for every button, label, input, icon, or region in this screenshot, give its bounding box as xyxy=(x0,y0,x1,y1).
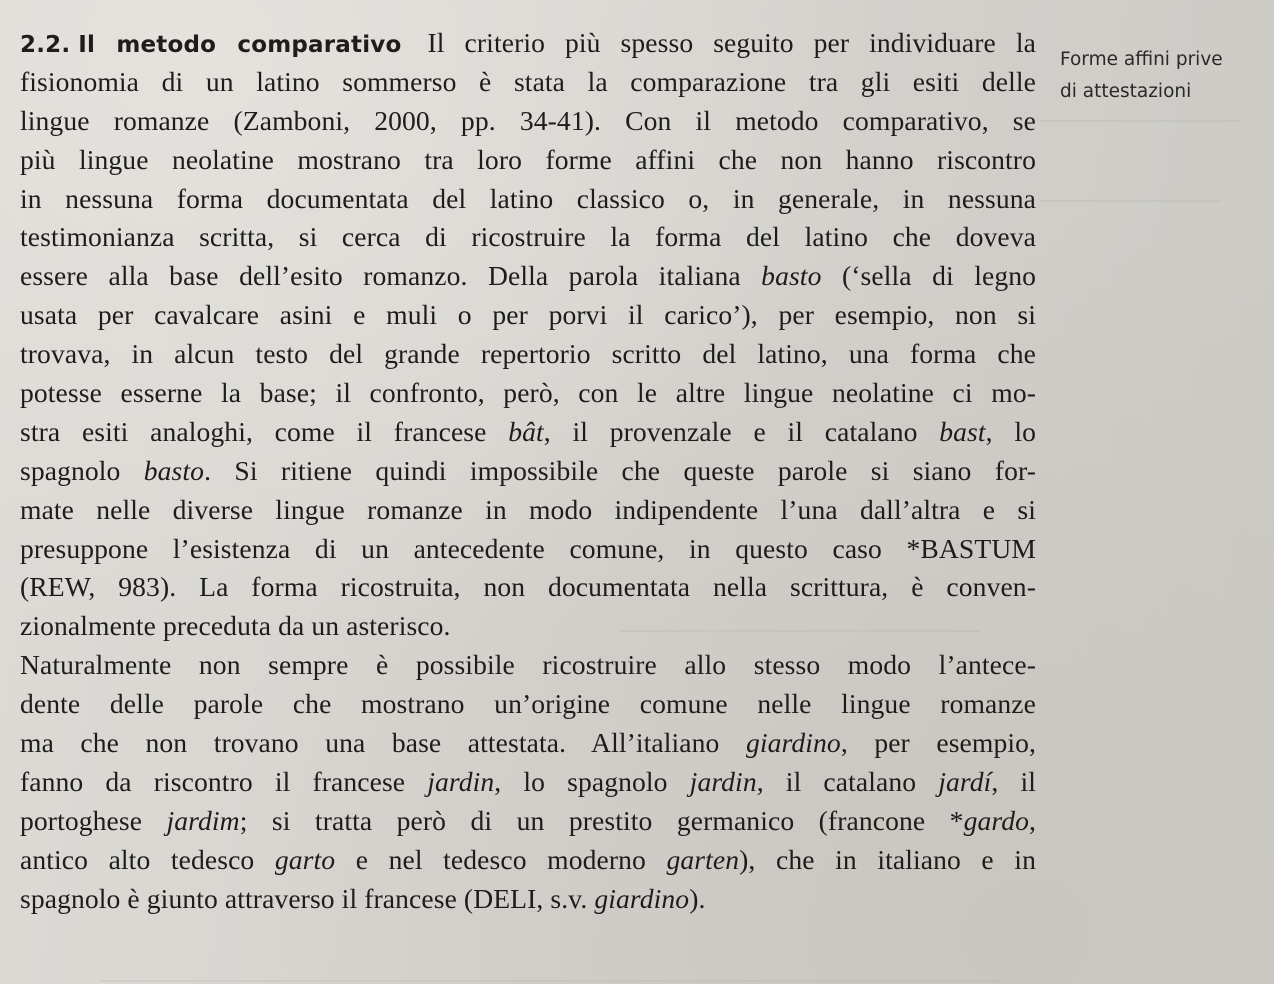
text-segment: essere alla base dell’esito romanzo. Della parola italiana xyxy=(20,260,741,292)
text-line xyxy=(20,841,1036,880)
margin-note-line: di attestazioni xyxy=(1060,81,1192,102)
text-line: presuppone l’esistenza di un antecedente comune, in questo caso *BASTUM xyxy=(20,532,1036,564)
text-segment: portoghese xyxy=(20,804,143,836)
text-line: testimonianza scritta, si cerca di ricostruire la forma del latino che doveva xyxy=(20,221,1036,253)
text-segment: ), che in italiano e in xyxy=(739,843,1036,875)
text-line xyxy=(20,257,1036,296)
text-segment: , xyxy=(1029,804,1036,836)
text-segment: ; si tratta però di un prestito germanico (francone * xyxy=(239,804,964,836)
body-text xyxy=(20,24,1036,918)
text-line: fisionomia di un latino sommerso è stata la comparazione tra gli esiti delle xyxy=(20,65,1036,97)
text-line xyxy=(20,880,1036,919)
text-segment: spagnolo xyxy=(20,454,121,486)
text-segment: fanno da riscontro il francese xyxy=(20,765,406,797)
text-segment: ). xyxy=(689,882,706,914)
text-line: dente delle parole che mostrano un’origine comune nelle lingue romanze xyxy=(20,688,1036,720)
italic-term: giardino xyxy=(745,727,841,759)
italic-term: basto xyxy=(761,260,822,292)
italic-term: basto xyxy=(143,454,205,486)
text-segment: , lo spagnolo xyxy=(494,765,668,797)
text-segment: ma che non trovano una base attestata. All’italiano xyxy=(20,727,720,759)
text-line: zionalmente preceduta da un asterisco. xyxy=(20,610,451,642)
text-segment: , per esempio, xyxy=(840,727,1037,759)
italic-term: jardin xyxy=(427,765,495,797)
text-line xyxy=(20,24,1036,63)
text-segment: , lo xyxy=(985,415,1036,447)
italic-term: jardin xyxy=(689,765,757,797)
italic-term: jardí xyxy=(938,765,992,797)
text-line: lingue romanze (Zamboni, 2000, pp. 34-41). Con il metodo comparativo, se xyxy=(20,104,1036,136)
text-line: (REW, 983). La forma ricostruita, non documentata nella scrittura, è conven- xyxy=(20,571,1036,603)
text-line: usata per cavalcare asini e muli o per porvi il carico’), per esempio, non si xyxy=(20,299,1036,331)
text-line xyxy=(20,452,1036,491)
text-line: in nessuna forma documentata del latino classico o, in generale, in nessuna xyxy=(20,182,1036,214)
text-line: mate nelle diverse lingue romanze in modo indipendente l’una dall’altra e si xyxy=(20,493,1036,525)
text-line xyxy=(20,724,1036,763)
italic-term: gardo xyxy=(963,804,1029,836)
italic-term: garto xyxy=(274,843,336,875)
text-segment: (‘sella di legno xyxy=(841,260,1037,292)
paragraph-text: Il criterio più spesso seguito per individuare la xyxy=(427,27,1037,58)
text-segment: stra esiti analoghi, come il francese xyxy=(20,415,487,447)
italic-term: garten xyxy=(666,843,740,875)
text-line xyxy=(20,413,1036,452)
text-segment: spagnolo è giunto attraverso il francese (DELI, s.v. xyxy=(20,882,588,914)
text-line: potesse esserne la base; il confronto, però, con le altre lingue neolatine ci mo- xyxy=(20,377,1036,409)
text-line: più lingue neolatine mostrano tra loro forme affini che non hanno riscontro xyxy=(20,143,1036,175)
text-segment: e nel tedesco moderno xyxy=(355,843,646,875)
text-segment: . Si ritiene quindi impossibile che queste parole si siano for- xyxy=(204,454,1036,486)
text-segment: , il provenzale e il catalano xyxy=(543,415,918,447)
italic-term: jardim xyxy=(166,804,240,836)
text-line xyxy=(20,763,1036,802)
margin-note xyxy=(1060,44,1260,108)
italic-term: bast xyxy=(939,415,986,447)
section-title: Il metodo comparativo xyxy=(78,32,402,58)
text-segment: , il catalano xyxy=(756,765,917,797)
text-segment: , il xyxy=(991,765,1037,797)
text-segment: antico alto tedesco xyxy=(20,843,255,875)
italic-term: giardino xyxy=(594,882,690,914)
margin-note-line: Forme affini prive xyxy=(1060,49,1223,70)
section-number: 2.2. xyxy=(20,32,71,58)
text-line xyxy=(20,802,1036,841)
text-line: Naturalmente non sempre è possibile ricostruire allo stesso modo l’antece- xyxy=(20,649,1036,681)
italic-term: bât xyxy=(508,415,544,447)
text-line: trovava, in alcun testo del grande repertorio scritto del latino, una forma che xyxy=(20,338,1036,370)
